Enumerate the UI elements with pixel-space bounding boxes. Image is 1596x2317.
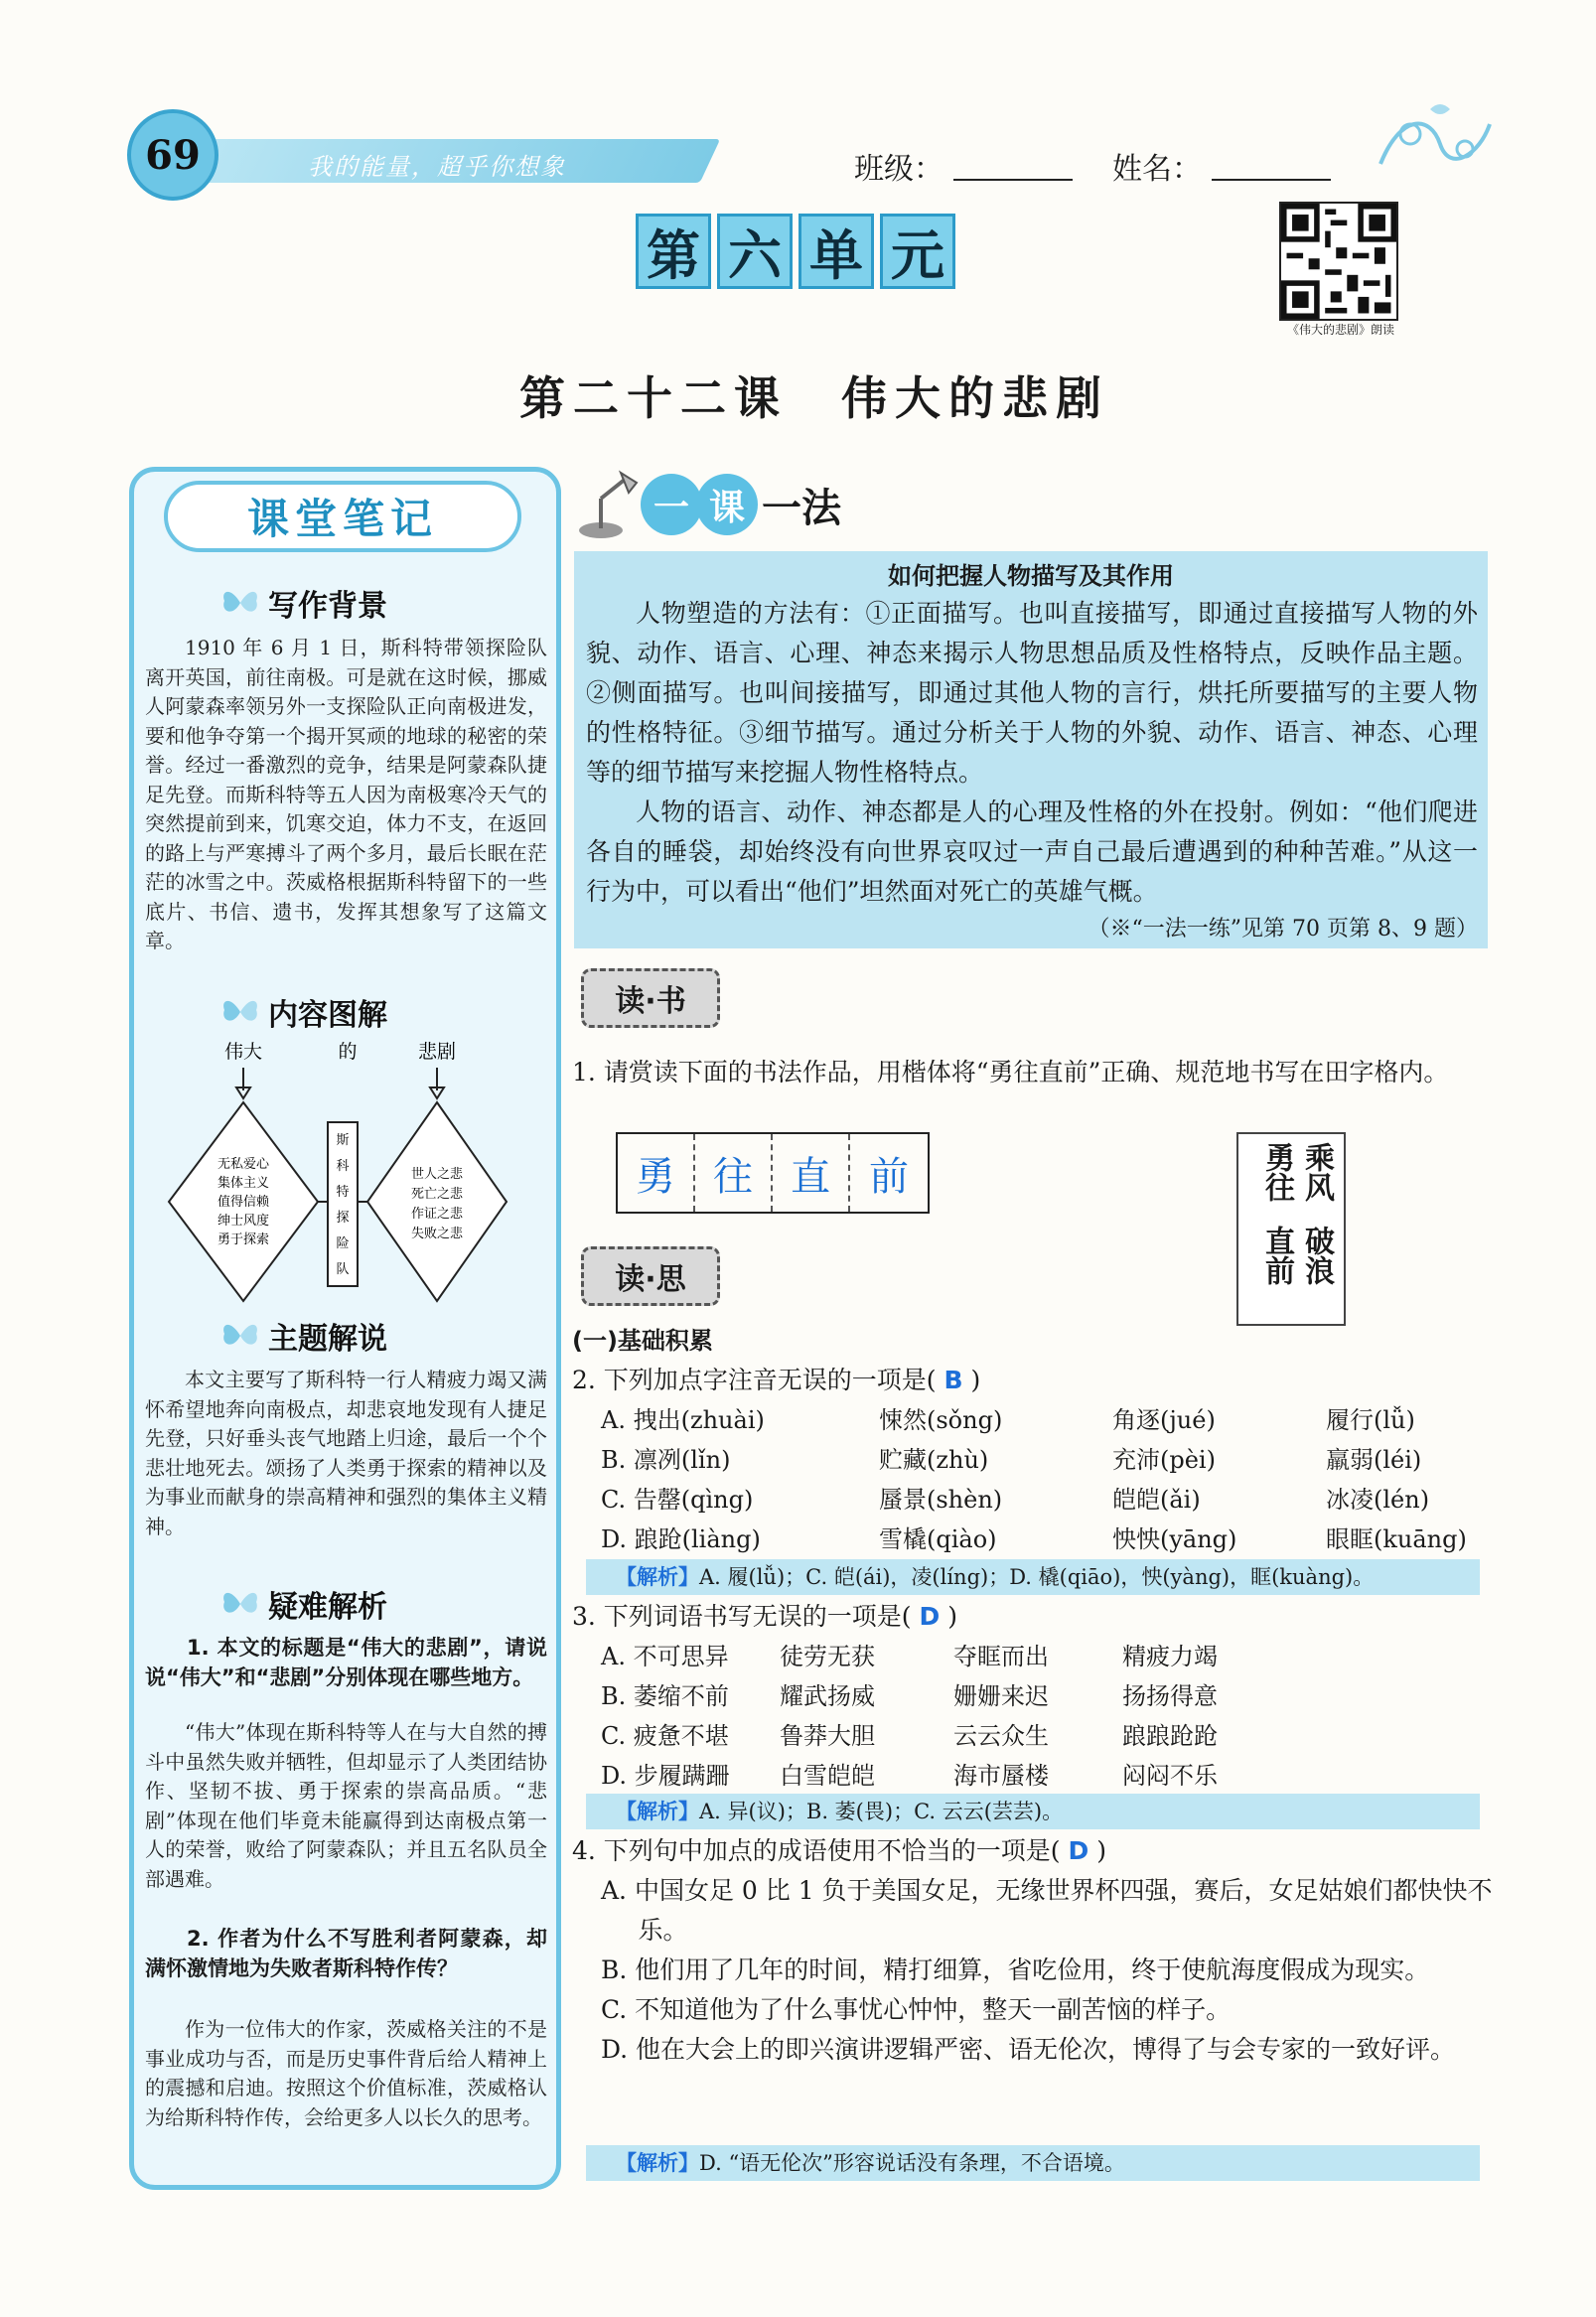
grid-cell[interactable]: 前 xyxy=(869,1153,909,1200)
question-4-text: 4. 下列句中加点的成语使用不恰当的一项是( xyxy=(572,1836,1061,1865)
section-heading-background xyxy=(220,581,387,625)
calligraphy-col: 破浪 xyxy=(1299,1226,1334,1285)
option-line: A. 中国女足 0 比 1 负于美国女足，无缘世界杯四强，赛后，女足姑娘们都快快不乐。 xyxy=(601,1876,1493,1945)
question-4-answer: D xyxy=(1068,1836,1089,1865)
difficulty-answer-1: “伟大”体现在斯科特等人在与大自然的搏斗中虽然失败并牺牲，但却显示了人类团结协作、坚韧不拔、勇于探索的崇高品质。“悲剧”体现在他们毕竟未能赢得到达南极点第一人的荣誉，败给了阿蒙森队；并且五名队员全部遇难。 xyxy=(145,1720,547,1891)
background-text: 1910 年 6 月 1 日，斯科特带领探险队离开英国，前往南极。可是就在这时候，挪威人阿蒙森率领另外一支探险队正向南极进发，要和他争夺第一个揭开冥顽的地球的秘密的荣誉。经过一番激烈的竞争，结果是阿蒙森队捷足先登。而斯科特等五人因为南极寒冷天气的突然提前到来，饥寒交迫，体力不支，在返回的路上与严寒搏斗了两个多月，最后长眠在茫茫的冰雪之中。茨威格根据斯科特留下的一些底片、书信、遗书，发挥其想象写了这篇文章。 xyxy=(145,636,547,952)
diagram-left-line: 值得信赖 xyxy=(217,1195,270,1210)
diagram-left-line: 无私爱心 xyxy=(217,1157,270,1172)
name-label: 姓名： xyxy=(1112,152,1202,187)
method-paragraph: 人物塑造的方法有：①正面描写。也叫直接描写，即通过直接描写人物的外貌、动作、语言、心理、神态来揭示人物思想品质及性格特点，反映作品主题。②侧面描写。也叫间接描写，即通过其他人物的言行，烘托所要描写的主要人物的性格特征。③细节描写。通过分析关于人物的外貌、动作、语言、神态、心理等的细节描写来挖掘人物性格特点。 xyxy=(586,599,1478,787)
question-3-options xyxy=(601,1637,1495,1796)
question-2-stem xyxy=(572,1361,980,1400)
calligraphy-artwork xyxy=(1236,1132,1346,1326)
question-3-close: ) xyxy=(947,1602,957,1631)
question-1: 1. 请赏读下面的书法作品，用楷体将“勇往直前”正确、规范地书写在田字格内。 xyxy=(572,1058,1449,1086)
diagram-top-label: 悲剧 xyxy=(417,1041,457,1063)
class-label: 班级： xyxy=(854,152,943,187)
method-head-text: 一法 xyxy=(762,485,841,531)
page-number-badge xyxy=(127,109,218,201)
diagram-center-char: 特 xyxy=(336,1185,350,1200)
diagram-center-char: 斯 xyxy=(336,1133,350,1148)
butterfly-icon xyxy=(220,995,260,1029)
option-row xyxy=(601,1400,1495,1440)
lesson-title: 第二十二课 伟大的悲剧 xyxy=(519,371,1109,425)
difficulty-question-1: 1. 本文的标题是“伟大的悲剧”，请说说“伟大”和“悲剧”分别体现在哪些地方。 xyxy=(145,1636,547,1689)
analysis-text: D. “语无伦次”形容说话没有条理，不合语境。 xyxy=(699,2151,1125,2175)
notes-title: 课堂笔记 xyxy=(246,495,438,543)
analysis-tag: 【解析】 xyxy=(616,1565,699,1589)
option-cell: 充沛(pèi) xyxy=(1112,1446,1216,1474)
option-cell: 踉踉跄跄 xyxy=(1122,1722,1218,1750)
analysis-3 xyxy=(586,1794,1480,1829)
option-cell: 冰凌(lén) xyxy=(1326,1486,1430,1514)
tianzi-grid[interactable] xyxy=(616,1132,930,1214)
section-heading-text: 写作背景 xyxy=(268,589,387,624)
grid-cell[interactable]: 直 xyxy=(773,1134,850,1212)
question-2-options xyxy=(601,1400,1495,1559)
option-row xyxy=(601,1716,1495,1756)
section-heading-text: 内容图解 xyxy=(268,998,387,1033)
diagram-right-line: 世人之悲 xyxy=(410,1167,464,1182)
unit-title-char: 第 xyxy=(636,214,711,289)
option-cell: 雪橇(qiào) xyxy=(879,1525,997,1553)
question-3-stem xyxy=(572,1597,957,1637)
decorative-swirl-icon xyxy=(1371,94,1500,184)
read-think-badge: 读·思 xyxy=(581,1246,720,1306)
question-4-close: ) xyxy=(1096,1836,1106,1865)
butterfly-icon xyxy=(220,1587,260,1621)
question-4-options xyxy=(601,1871,1495,2070)
grid-cell[interactable]: 勇 xyxy=(618,1134,695,1212)
section-heading-text: 主题解说 xyxy=(268,1322,387,1357)
section-basic: (一)基础积累 xyxy=(572,1327,713,1355)
option-cell: C. 疲惫不堪 xyxy=(601,1722,729,1750)
question-2-answer: B xyxy=(943,1366,963,1394)
one-lesson-one-method-heading xyxy=(571,465,841,544)
butterfly-icon xyxy=(220,586,260,620)
option-cell: 羸弱(léi) xyxy=(1326,1446,1422,1474)
option-row xyxy=(601,1637,1495,1676)
page-number: 69 xyxy=(145,131,201,179)
option-cell: 眼眶(kuāng) xyxy=(1326,1525,1467,1553)
content-diagram xyxy=(149,1033,546,1311)
option-cell: D. 步履蹒跚 xyxy=(601,1762,730,1790)
analysis-4 xyxy=(586,2145,1480,2181)
option-row xyxy=(601,1440,1495,1480)
diagram-left-line: 集体主义 xyxy=(217,1176,270,1191)
option-cell: 闷闷不乐 xyxy=(1122,1762,1218,1790)
question-3-text: 3. 下列词语书写无误的一项是( xyxy=(572,1602,912,1631)
calligraphy-col: 直前 xyxy=(1259,1226,1294,1285)
calligraphy-col: 乘风 xyxy=(1299,1142,1334,1202)
option-cell: B. 凛冽(lǐn) xyxy=(601,1446,731,1474)
option-cell: 怏怏(yāng) xyxy=(1112,1525,1237,1553)
notes-title-pill xyxy=(164,481,521,552)
header-slogan: 我的能量，超乎你想象 xyxy=(308,153,566,181)
option-line: D. 他在大会上的即兴演讲逻辑严密、语无伦次，博得了与会专家的一致好评。 xyxy=(601,2035,1456,2064)
method-title: 如何把握人物描写及其作用 xyxy=(888,562,1174,590)
lamp-icon xyxy=(571,469,641,540)
option-cell: B. 萎缩不前 xyxy=(601,1682,729,1710)
unit-title-char: 六 xyxy=(717,214,793,289)
question-3-answer: D xyxy=(919,1602,941,1631)
unit-title xyxy=(636,214,955,293)
option-cell: 角逐(jué) xyxy=(1112,1406,1216,1434)
question-4-stem xyxy=(572,1831,1106,1871)
difficulty-question-2: 2. 作者为什么不写胜利者阿蒙森，却满怀激情地为失败者斯科特作传？ xyxy=(145,1927,547,1980)
section-heading-theme xyxy=(220,1314,387,1358)
unit-title-char: 元 xyxy=(880,214,955,289)
diagram-center-char: 队 xyxy=(336,1262,350,1277)
option-cell: 白雪皑皑 xyxy=(780,1762,875,1790)
option-cell: D. 踉跄(liàng) xyxy=(601,1525,761,1553)
diagram-center-char: 险 xyxy=(336,1236,350,1251)
option-cell: 悚然(sǒng) xyxy=(879,1406,1003,1434)
option-cell: A. 拽出(zhuài) xyxy=(601,1406,765,1434)
butterfly-icon xyxy=(220,1319,260,1353)
read-book-badge: 读·书 xyxy=(581,968,720,1028)
option-cell: 徒劳无获 xyxy=(780,1643,875,1670)
option-row xyxy=(601,1520,1495,1559)
option-row xyxy=(601,1676,1495,1716)
method-paragraph: 人物的语言、动作、神态都是人的心理及性格的外在投射。例如：“他们爬进各自的睡袋，却始终没有向世界哀叹过一声自己最后遭遇到的种种苦难。”从这一行为中，可以看出“他们”坦然面对死亡的英雄气概。 xyxy=(586,797,1478,906)
option-cell: 鲁莽大胆 xyxy=(780,1722,875,1750)
method-head-circle: 课 xyxy=(696,474,758,535)
diagram-center-char: 探 xyxy=(336,1211,350,1226)
option-cell: 履行(lǚ) xyxy=(1326,1406,1415,1434)
option-cell: 姗姗来迟 xyxy=(953,1682,1049,1710)
option-cell: 扬扬得意 xyxy=(1122,1682,1218,1710)
theme-text: 本文主要写了斯科特一行人精疲力竭又满怀希望地奔向南极点，却悲哀地发现有人捷足先登，只好垂头丧气地踏上归途，最后一个个悲壮地死去。颂扬了人类勇于探索的精神以及为事业而献身的崇高精神和强烈的集体主义精神。 xyxy=(145,1368,547,1538)
option-cell: 夺眶而出 xyxy=(953,1643,1049,1670)
option-cell: 蜃景(shèn) xyxy=(879,1486,1003,1514)
option-row xyxy=(601,1480,1495,1520)
section-heading-text: 疑难解析 xyxy=(268,1590,387,1625)
option-line: B. 他们用了几年的时间，精打细算，省吃俭用，终于使航海度假成为现实。 xyxy=(601,1955,1430,1984)
method-head-circle: 一 xyxy=(641,474,702,535)
diagram-left-line: 勇于探索 xyxy=(217,1232,270,1247)
option-cell: 海市蜃楼 xyxy=(953,1762,1049,1790)
class-field[interactable] xyxy=(953,179,1073,181)
option-cell: 云云众生 xyxy=(953,1722,1049,1750)
option-cell: C. 告罄(qìng) xyxy=(601,1486,754,1514)
option-cell: 贮藏(zhù) xyxy=(879,1446,989,1474)
option-cell: 皑皑(ǎi) xyxy=(1112,1486,1201,1514)
method-body xyxy=(586,594,1478,912)
section-heading-diagram xyxy=(220,990,387,1034)
diagram-right-line: 作证之悲 xyxy=(410,1207,464,1222)
question-2-close: ) xyxy=(970,1366,981,1394)
analysis-text: A. 异(议)；B. 萎(畏)；C. 云云(芸芸)。 xyxy=(699,1800,1064,1823)
option-line: C. 不知道他为了什么事忧心忡忡，整天一副苦恼的样子。 xyxy=(601,1995,1232,2024)
diagram-left-line: 绅士风度 xyxy=(217,1214,270,1229)
diagram-right-diamond xyxy=(367,1102,507,1301)
question-2-text: 2. 下列加点字注音无误的一项是( xyxy=(572,1366,937,1394)
grid-cell[interactable]: 往 xyxy=(695,1134,773,1212)
name-field[interactable] xyxy=(1212,179,1331,181)
option-row xyxy=(601,1756,1495,1796)
analysis-2 xyxy=(586,1559,1480,1595)
diagram-top-label: 的 xyxy=(338,1041,358,1063)
option-cell: 精疲力竭 xyxy=(1122,1643,1218,1670)
analysis-tag: 【解析】 xyxy=(616,2151,699,2175)
diagram-right-line: 死亡之悲 xyxy=(410,1187,464,1202)
difficulty-answer-2: 作为一位伟大的作家，茨威格关注的不是事业成功与否，而是历史事件背后给人精神上的震撼和启迪。按照这个价值标准，茨威格认为给斯科特作传，会给更多人以长久的思考。 xyxy=(145,2017,547,2129)
analysis-text: A. 履(lǚ)；C. 皑(ái)，凌(líng)；D. 橇(qiāo)，怏(yàng)，眶(kuàng)。 xyxy=(699,1565,1375,1589)
diagram-top-label: 伟大 xyxy=(223,1041,263,1063)
analysis-tag: 【解析】 xyxy=(616,1800,699,1823)
diagram-center-char: 科 xyxy=(336,1159,350,1174)
option-cell: A. 不可思异 xyxy=(601,1643,729,1670)
option-cell: 耀武扬威 xyxy=(780,1682,875,1710)
section-heading-difficulty xyxy=(220,1582,387,1626)
diagram-right-line: 失败之悲 xyxy=(410,1227,464,1241)
method-reference: （※“一法一练”见第 70 页第 8、9 题） xyxy=(1088,917,1478,941)
calligraphy-col: 勇往 xyxy=(1259,1142,1294,1202)
unit-title-char: 单 xyxy=(798,214,874,289)
qr-code-icon[interactable] xyxy=(1279,202,1398,321)
qr-caption: 《伟大的悲剧》朗读 xyxy=(1286,323,1394,337)
